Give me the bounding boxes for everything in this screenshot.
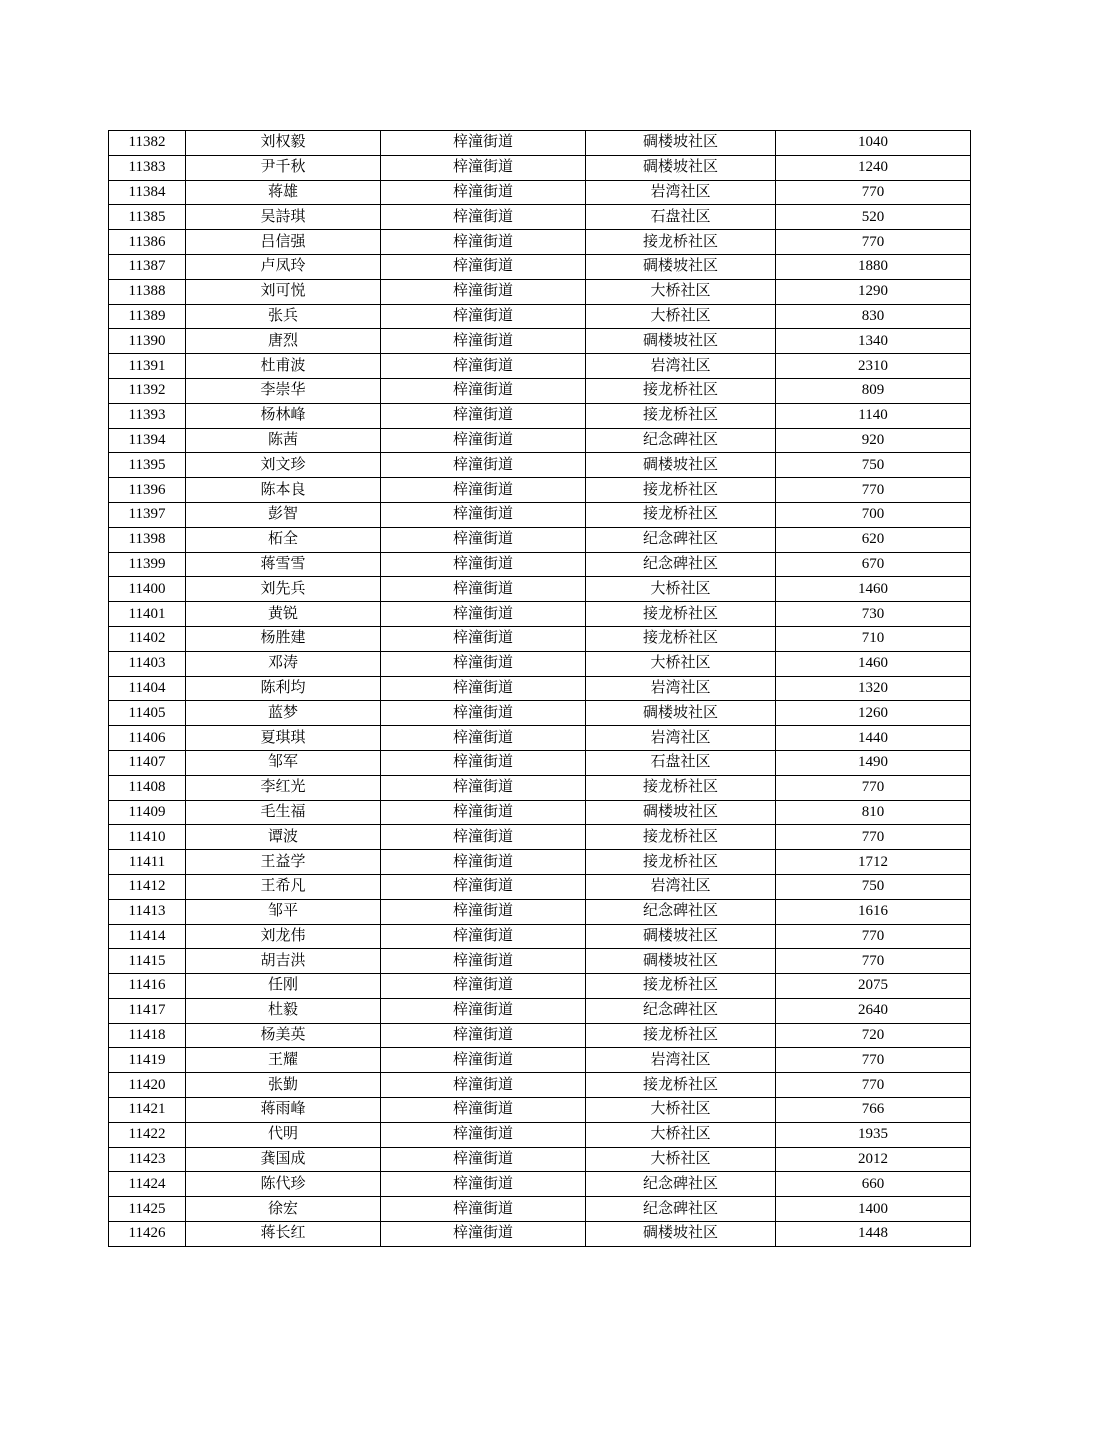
street-cell: 梓潼街道 xyxy=(381,602,586,627)
name-cell: 王益学 xyxy=(186,850,381,875)
name-cell: 刘权毅 xyxy=(186,131,381,156)
id-cell: 11400 xyxy=(109,577,186,602)
street-cell: 梓潼街道 xyxy=(381,155,586,180)
name-cell: 毛生福 xyxy=(186,800,381,825)
table-row xyxy=(109,1197,971,1222)
community-cell: 大桥社区 xyxy=(586,304,776,329)
table-row xyxy=(109,378,971,403)
table-row xyxy=(109,1222,971,1247)
street-cell: 梓潼街道 xyxy=(381,279,586,304)
table-row xyxy=(109,230,971,255)
id-cell: 11392 xyxy=(109,378,186,403)
name-cell: 陈茜 xyxy=(186,428,381,453)
name-cell: 李红光 xyxy=(186,775,381,800)
table-row xyxy=(109,1098,971,1123)
street-cell: 梓潼街道 xyxy=(381,651,586,676)
community-cell: 接龙桥社区 xyxy=(586,825,776,850)
amount-cell: 1448 xyxy=(776,1222,971,1247)
id-cell: 11411 xyxy=(109,850,186,875)
amount-cell: 770 xyxy=(776,1073,971,1098)
community-cell: 大桥社区 xyxy=(586,279,776,304)
id-cell: 11410 xyxy=(109,825,186,850)
street-cell: 梓潼街道 xyxy=(381,1023,586,1048)
street-cell: 梓潼街道 xyxy=(381,131,586,156)
records-table xyxy=(108,130,971,1247)
street-cell: 梓潼街道 xyxy=(381,1197,586,1222)
id-cell: 11384 xyxy=(109,180,186,205)
street-cell: 梓潼街道 xyxy=(381,1073,586,1098)
name-cell: 胡吉洪 xyxy=(186,949,381,974)
community-cell: 岩湾社区 xyxy=(586,676,776,701)
id-cell: 11424 xyxy=(109,1172,186,1197)
table-row xyxy=(109,701,971,726)
amount-cell: 2012 xyxy=(776,1147,971,1172)
id-cell: 11397 xyxy=(109,502,186,527)
community-cell: 接龙桥社区 xyxy=(586,478,776,503)
table-row xyxy=(109,602,971,627)
street-cell: 梓潼街道 xyxy=(381,775,586,800)
name-cell: 刘先兵 xyxy=(186,577,381,602)
amount-cell: 2075 xyxy=(776,974,971,999)
street-cell: 梓潼街道 xyxy=(381,478,586,503)
table-row xyxy=(109,552,971,577)
id-cell: 11393 xyxy=(109,403,186,428)
amount-cell: 710 xyxy=(776,626,971,651)
table-row xyxy=(109,1073,971,1098)
amount-cell: 920 xyxy=(776,428,971,453)
community-cell: 大桥社区 xyxy=(586,1147,776,1172)
id-cell: 11416 xyxy=(109,974,186,999)
amount-cell: 670 xyxy=(776,552,971,577)
name-cell: 吕信强 xyxy=(186,230,381,255)
id-cell: 11385 xyxy=(109,205,186,230)
amount-cell: 1040 xyxy=(776,131,971,156)
street-cell: 梓潼街道 xyxy=(381,205,586,230)
street-cell: 梓潼街道 xyxy=(381,180,586,205)
id-cell: 11391 xyxy=(109,354,186,379)
table-row xyxy=(109,726,971,751)
name-cell: 卢凤玲 xyxy=(186,254,381,279)
street-cell: 梓潼街道 xyxy=(381,577,586,602)
name-cell: 邹军 xyxy=(186,750,381,775)
id-cell: 11389 xyxy=(109,304,186,329)
amount-cell: 1712 xyxy=(776,850,971,875)
id-cell: 11405 xyxy=(109,701,186,726)
community-cell: 接龙桥社区 xyxy=(586,1023,776,1048)
table-row xyxy=(109,850,971,875)
id-cell: 11419 xyxy=(109,1048,186,1073)
street-cell: 梓潼街道 xyxy=(381,304,586,329)
community-cell: 大桥社区 xyxy=(586,577,776,602)
id-cell: 11420 xyxy=(109,1073,186,1098)
community-cell: 碉楼坡社区 xyxy=(586,254,776,279)
community-cell: 岩湾社区 xyxy=(586,874,776,899)
amount-cell: 770 xyxy=(776,180,971,205)
id-cell: 11409 xyxy=(109,800,186,825)
name-cell: 黄锐 xyxy=(186,602,381,627)
amount-cell: 520 xyxy=(776,205,971,230)
id-cell: 11408 xyxy=(109,775,186,800)
id-cell: 11412 xyxy=(109,874,186,899)
id-cell: 11402 xyxy=(109,626,186,651)
amount-cell: 1340 xyxy=(776,329,971,354)
amount-cell: 770 xyxy=(776,775,971,800)
table-row xyxy=(109,924,971,949)
table-row xyxy=(109,626,971,651)
community-cell: 接龙桥社区 xyxy=(586,230,776,255)
street-cell: 梓潼街道 xyxy=(381,726,586,751)
community-cell: 石盘社区 xyxy=(586,750,776,775)
table-row xyxy=(109,180,971,205)
name-cell: 李崇华 xyxy=(186,378,381,403)
name-cell: 杨美英 xyxy=(186,1023,381,1048)
id-cell: 11387 xyxy=(109,254,186,279)
name-cell: 王希凡 xyxy=(186,874,381,899)
street-cell: 梓潼街道 xyxy=(381,1048,586,1073)
street-cell: 梓潼街道 xyxy=(381,378,586,403)
id-cell: 11417 xyxy=(109,998,186,1023)
id-cell: 11386 xyxy=(109,230,186,255)
community-cell: 大桥社区 xyxy=(586,1098,776,1123)
community-cell: 接龙桥社区 xyxy=(586,626,776,651)
community-cell: 纪念碑社区 xyxy=(586,428,776,453)
amount-cell: 1490 xyxy=(776,750,971,775)
name-cell: 刘文珍 xyxy=(186,453,381,478)
id-cell: 11422 xyxy=(109,1122,186,1147)
id-cell: 11418 xyxy=(109,1023,186,1048)
street-cell: 梓潼街道 xyxy=(381,354,586,379)
community-cell: 纪念碑社区 xyxy=(586,998,776,1023)
id-cell: 11413 xyxy=(109,899,186,924)
community-cell: 碉楼坡社区 xyxy=(586,329,776,354)
amount-cell: 700 xyxy=(776,502,971,527)
community-cell: 纪念碑社区 xyxy=(586,899,776,924)
id-cell: 11426 xyxy=(109,1222,186,1247)
table-row xyxy=(109,1122,971,1147)
table-row xyxy=(109,874,971,899)
table-row xyxy=(109,750,971,775)
amount-cell: 1260 xyxy=(776,701,971,726)
name-cell: 蒋长红 xyxy=(186,1222,381,1247)
table-row xyxy=(109,1048,971,1073)
amount-cell: 750 xyxy=(776,453,971,478)
table-row xyxy=(109,354,971,379)
community-cell: 大桥社区 xyxy=(586,1122,776,1147)
name-cell: 柘全 xyxy=(186,527,381,552)
id-cell: 11403 xyxy=(109,651,186,676)
street-cell: 梓潼街道 xyxy=(381,924,586,949)
table-row xyxy=(109,205,971,230)
street-cell: 梓潼街道 xyxy=(381,453,586,478)
name-cell: 徐宏 xyxy=(186,1197,381,1222)
name-cell: 杨胜建 xyxy=(186,626,381,651)
amount-cell: 1935 xyxy=(776,1122,971,1147)
amount-cell: 2640 xyxy=(776,998,971,1023)
name-cell: 张勤 xyxy=(186,1073,381,1098)
table-row xyxy=(109,577,971,602)
street-cell: 梓潼街道 xyxy=(381,403,586,428)
community-cell: 纪念碑社区 xyxy=(586,552,776,577)
name-cell: 任刚 xyxy=(186,974,381,999)
street-cell: 梓潼街道 xyxy=(381,527,586,552)
name-cell: 陈代珍 xyxy=(186,1172,381,1197)
table-row xyxy=(109,304,971,329)
id-cell: 11425 xyxy=(109,1197,186,1222)
id-cell: 11394 xyxy=(109,428,186,453)
street-cell: 梓潼街道 xyxy=(381,800,586,825)
street-cell: 梓潼街道 xyxy=(381,428,586,453)
street-cell: 梓潼街道 xyxy=(381,1122,586,1147)
id-cell: 11395 xyxy=(109,453,186,478)
name-cell: 夏琪琪 xyxy=(186,726,381,751)
community-cell: 岩湾社区 xyxy=(586,726,776,751)
name-cell: 蓝梦 xyxy=(186,701,381,726)
name-cell: 邓涛 xyxy=(186,651,381,676)
community-cell: 纪念碑社区 xyxy=(586,527,776,552)
street-cell: 梓潼街道 xyxy=(381,254,586,279)
street-cell: 梓潼街道 xyxy=(381,676,586,701)
name-cell: 尹千秋 xyxy=(186,155,381,180)
table-row xyxy=(109,428,971,453)
community-cell: 碉楼坡社区 xyxy=(586,1222,776,1247)
amount-cell: 750 xyxy=(776,874,971,899)
community-cell: 接龙桥社区 xyxy=(586,602,776,627)
table-row xyxy=(109,502,971,527)
amount-cell: 830 xyxy=(776,304,971,329)
id-cell: 11415 xyxy=(109,949,186,974)
id-cell: 11383 xyxy=(109,155,186,180)
table-row xyxy=(109,1023,971,1048)
table-row xyxy=(109,651,971,676)
name-cell: 杨林峰 xyxy=(186,403,381,428)
table-row xyxy=(109,1147,971,1172)
amount-cell: 720 xyxy=(776,1023,971,1048)
amount-cell: 770 xyxy=(776,825,971,850)
community-cell: 碉楼坡社区 xyxy=(586,453,776,478)
table-row xyxy=(109,1172,971,1197)
id-cell: 11421 xyxy=(109,1098,186,1123)
amount-cell: 1140 xyxy=(776,403,971,428)
community-cell: 石盘社区 xyxy=(586,205,776,230)
street-cell: 梓潼街道 xyxy=(381,874,586,899)
name-cell: 陈本良 xyxy=(186,478,381,503)
street-cell: 梓潼街道 xyxy=(381,626,586,651)
amount-cell: 1240 xyxy=(776,155,971,180)
community-cell: 纪念碑社区 xyxy=(586,1172,776,1197)
name-cell: 谭波 xyxy=(186,825,381,850)
street-cell: 梓潼街道 xyxy=(381,329,586,354)
community-cell: 岩湾社区 xyxy=(586,180,776,205)
table-row xyxy=(109,155,971,180)
name-cell: 杜毅 xyxy=(186,998,381,1023)
street-cell: 梓潼街道 xyxy=(381,701,586,726)
table-row xyxy=(109,974,971,999)
table-row xyxy=(109,899,971,924)
amount-cell: 620 xyxy=(776,527,971,552)
name-cell: 刘龙伟 xyxy=(186,924,381,949)
community-cell: 碉楼坡社区 xyxy=(586,949,776,974)
street-cell: 梓潼街道 xyxy=(381,974,586,999)
amount-cell: 1880 xyxy=(776,254,971,279)
community-cell: 纪念碑社区 xyxy=(586,1197,776,1222)
table-row xyxy=(109,254,971,279)
name-cell: 杜甫波 xyxy=(186,354,381,379)
amount-cell: 809 xyxy=(776,378,971,403)
id-cell: 11407 xyxy=(109,750,186,775)
table-row xyxy=(109,825,971,850)
community-cell: 碉楼坡社区 xyxy=(586,131,776,156)
name-cell: 吴詩琪 xyxy=(186,205,381,230)
amount-cell: 1320 xyxy=(776,676,971,701)
name-cell: 陈利均 xyxy=(186,676,381,701)
id-cell: 11382 xyxy=(109,131,186,156)
street-cell: 梓潼街道 xyxy=(381,899,586,924)
id-cell: 11414 xyxy=(109,924,186,949)
amount-cell: 770 xyxy=(776,949,971,974)
street-cell: 梓潼街道 xyxy=(381,825,586,850)
id-cell: 11423 xyxy=(109,1147,186,1172)
name-cell: 唐烈 xyxy=(186,329,381,354)
name-cell: 彭智 xyxy=(186,502,381,527)
table-row xyxy=(109,403,971,428)
table-row xyxy=(109,478,971,503)
community-cell: 接龙桥社区 xyxy=(586,1073,776,1098)
amount-cell: 810 xyxy=(776,800,971,825)
community-cell: 碉楼坡社区 xyxy=(586,800,776,825)
amount-cell: 730 xyxy=(776,602,971,627)
community-cell: 接龙桥社区 xyxy=(586,974,776,999)
table-row xyxy=(109,676,971,701)
id-cell: 11396 xyxy=(109,478,186,503)
amount-cell: 1460 xyxy=(776,577,971,602)
community-cell: 大桥社区 xyxy=(586,651,776,676)
records-table-body xyxy=(109,131,971,1247)
id-cell: 11388 xyxy=(109,279,186,304)
amount-cell: 1440 xyxy=(776,726,971,751)
amount-cell: 766 xyxy=(776,1098,971,1123)
street-cell: 梓潼街道 xyxy=(381,750,586,775)
community-cell: 碉楼坡社区 xyxy=(586,924,776,949)
table-row xyxy=(109,775,971,800)
street-cell: 梓潼街道 xyxy=(381,1098,586,1123)
street-cell: 梓潼街道 xyxy=(381,850,586,875)
name-cell: 龚国成 xyxy=(186,1147,381,1172)
name-cell: 代明 xyxy=(186,1122,381,1147)
amount-cell: 770 xyxy=(776,478,971,503)
street-cell: 梓潼街道 xyxy=(381,998,586,1023)
community-cell: 岩湾社区 xyxy=(586,1048,776,1073)
id-cell: 11399 xyxy=(109,552,186,577)
amount-cell: 1460 xyxy=(776,651,971,676)
community-cell: 岩湾社区 xyxy=(586,354,776,379)
community-cell: 接龙桥社区 xyxy=(586,775,776,800)
table-row xyxy=(109,329,971,354)
amount-cell: 2310 xyxy=(776,354,971,379)
id-cell: 11398 xyxy=(109,527,186,552)
street-cell: 梓潼街道 xyxy=(381,1147,586,1172)
name-cell: 蒋雨峰 xyxy=(186,1098,381,1123)
name-cell: 蒋雪雪 xyxy=(186,552,381,577)
name-cell: 邹平 xyxy=(186,899,381,924)
id-cell: 11390 xyxy=(109,329,186,354)
table-row xyxy=(109,453,971,478)
table-row xyxy=(109,949,971,974)
table-row xyxy=(109,131,971,156)
amount-cell: 770 xyxy=(776,1048,971,1073)
table-row xyxy=(109,279,971,304)
name-cell: 蒋雄 xyxy=(186,180,381,205)
name-cell: 张兵 xyxy=(186,304,381,329)
amount-cell: 770 xyxy=(776,230,971,255)
id-cell: 11406 xyxy=(109,726,186,751)
community-cell: 接龙桥社区 xyxy=(586,850,776,875)
street-cell: 梓潼街道 xyxy=(381,230,586,255)
id-cell: 11404 xyxy=(109,676,186,701)
id-cell: 11401 xyxy=(109,602,186,627)
amount-cell: 1400 xyxy=(776,1197,971,1222)
table-row xyxy=(109,800,971,825)
street-cell: 梓潼街道 xyxy=(381,552,586,577)
table-row xyxy=(109,527,971,552)
name-cell: 刘可悦 xyxy=(186,279,381,304)
amount-cell: 770 xyxy=(776,924,971,949)
table-row xyxy=(109,998,971,1023)
community-cell: 接龙桥社区 xyxy=(586,403,776,428)
street-cell: 梓潼街道 xyxy=(381,502,586,527)
street-cell: 梓潼街道 xyxy=(381,949,586,974)
community-cell: 碉楼坡社区 xyxy=(586,155,776,180)
name-cell: 王耀 xyxy=(186,1048,381,1073)
community-cell: 接龙桥社区 xyxy=(586,378,776,403)
amount-cell: 1616 xyxy=(776,899,971,924)
community-cell: 碉楼坡社区 xyxy=(586,701,776,726)
amount-cell: 660 xyxy=(776,1172,971,1197)
street-cell: 梓潼街道 xyxy=(381,1172,586,1197)
street-cell: 梓潼街道 xyxy=(381,1222,586,1247)
amount-cell: 1290 xyxy=(776,279,971,304)
community-cell: 接龙桥社区 xyxy=(586,502,776,527)
